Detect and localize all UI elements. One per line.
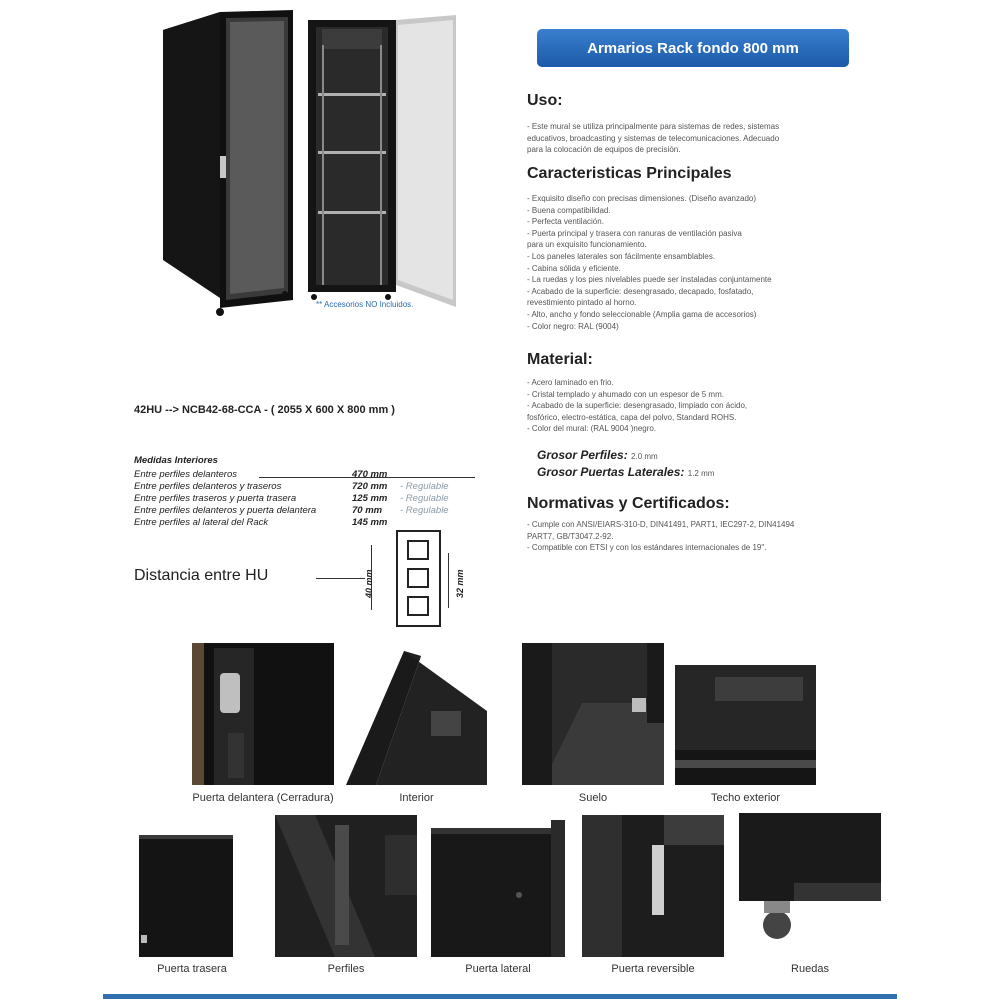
grosor-puertas: [537, 465, 714, 479]
hu-unit: [407, 596, 429, 616]
medida-label: Entre perfiles traseros y puerta trasera: [134, 493, 297, 504]
material-heading: Material:: [527, 351, 593, 368]
grosor-puertas-value: 1.2 mm: [687, 469, 715, 478]
grosor-perfiles-label: Grosor Perfiles:: [537, 448, 628, 462]
photo-interior: [346, 651, 487, 785]
list-item: revestimiento pintado al horno.: [527, 298, 637, 308]
medidas-title: Medidas Interiores: [134, 455, 218, 466]
grosor-puertas-label: Grosor Puertas Laterales:: [537, 465, 685, 479]
list-item: - Cabina sólida y eficiente.: [527, 263, 621, 273]
medida-note: - Regulable: [400, 505, 449, 516]
list-item: - La ruedas y los pies nivelables puede ser instaladas conjuntamente: [527, 275, 772, 285]
medida-note: - Regulable: [400, 481, 449, 492]
caption-suelo: Suelo: [578, 792, 608, 804]
list-item: - Buena compatibilidad.: [527, 205, 611, 215]
list-item: - Perfecta ventilación.: [527, 217, 604, 227]
uso-heading: Uso:: [527, 92, 563, 109]
hu-dimension-line-right: [448, 553, 449, 608]
medida-label: Entre perfiles delanteros y puerta delantera: [134, 505, 317, 516]
caption-perfiles: Perfiles: [327, 963, 365, 975]
accessories-note: ** Accesorios NO Incluidos.: [316, 300, 414, 309]
list-item: - Color negro: RAL (9004): [527, 321, 619, 331]
photo-puerta-reversible: [582, 815, 724, 957]
caracteristicas-heading: Caracteristicas Principales: [527, 165, 732, 182]
footer-rule: [103, 994, 897, 999]
list-item: - Acabado de la superficie: desengrasado, decapado, fosfatado,: [527, 286, 754, 296]
text-line: educativos, broadcasting y sistemas de telecomunicaciones. Adecuado: [527, 133, 780, 143]
page-title-banner: Armarios Rack fondo 800 mm: [537, 29, 849, 67]
list-item: - Puerta principal y trasera con ranuras de ventilación pasiva: [527, 228, 742, 238]
photo-perfiles: [275, 815, 417, 957]
list-item: - Acabado de la superficie: desengrasado, limpiado con ácido,: [527, 401, 748, 411]
medida-label: Entre perfiles al lateral del Rack: [134, 517, 269, 528]
text-line: - Este mural se utiliza principalmente para sistemas de redes, sistemas: [527, 122, 780, 131]
model-spec: 42HU --> NCB42-68-CCA - ( 2055 X 600 X 800 mm ): [134, 404, 395, 416]
medida-value: 145 mm: [352, 517, 388, 528]
caption-ruedas: Ruedas: [791, 963, 829, 975]
hu-diagram: [396, 530, 441, 627]
hu-leader-line: [316, 578, 365, 579]
hu-dimension-32: 32 mm: [455, 569, 465, 598]
list-item: - Compatible con ETSI y con los estándares internacionales de 19".: [527, 543, 767, 553]
list-item: fosfórico, electro-estática, capa del polvo, Standard ROHS.: [527, 412, 737, 422]
list-item: PART7, GB/T3047.2-92.: [527, 531, 614, 541]
hu-distance-label: Distancia entre HU: [134, 567, 269, 584]
medida-value: 125 mm: [352, 493, 388, 504]
caption-techo-exterior: Techo exterior: [710, 792, 781, 804]
rack-closed-image: [160, 8, 295, 318]
list-item: - Color del mural: (RAL 9004 )negro.: [527, 424, 657, 434]
list-item: - Los paneles laterales son fácilmente ensamblables.: [527, 251, 716, 261]
photo-suelo: [522, 643, 664, 785]
normativas-heading: Normativas y Certificados:: [527, 495, 730, 512]
photo-ruedas: [739, 813, 881, 955]
photo-techo-exterior: [675, 665, 816, 785]
text-line: para la colocación de equipos de precisión.: [527, 145, 681, 155]
hu-unit: [407, 540, 429, 560]
list-item: - Exquisito diseño con precisas dimensiones. (Diseño avanzado): [527, 194, 757, 203]
caption-puerta-lateral: Puerta lateral: [465, 963, 531, 975]
medida-value: 720 mm: [352, 481, 388, 492]
caption-puerta-delantera: Puerta delantera (Cerradura): [192, 792, 334, 804]
normativas-list: [527, 519, 827, 554]
caption-puerta-trasera: Puerta trasera: [157, 963, 227, 975]
caption-interior: Interior: [399, 792, 434, 804]
list-item: - Cristal templado y ahumado con un espesor de 5 mm.: [527, 389, 724, 399]
photo-puerta-trasera: [139, 835, 233, 957]
medida-label: Entre perfiles delanteros: [134, 469, 237, 480]
medida-value: 470 mm: [352, 469, 388, 480]
list-item: - Acero laminado en frio.: [527, 378, 614, 387]
medida-label: Entre perfiles delanteros y traseros: [134, 481, 282, 492]
photo-puerta-lateral: [431, 820, 565, 957]
grosor-perfiles: [537, 448, 658, 462]
material-list: [527, 377, 827, 435]
list-item: para un exquisito funcionamiento.: [527, 240, 647, 250]
list-item: - Cumple con ANSI/EIARS-310-D, DIN41491, PART1, IEC297-2, DIN41494: [527, 520, 795, 529]
grosor-perfiles-value: 2.0 mm: [631, 452, 658, 461]
caption-puerta-reversible: Puerta reversible: [611, 963, 695, 975]
hu-dimension-40: 40 mm: [364, 569, 374, 598]
rack-open-image: [308, 15, 458, 310]
photo-puerta-delantera: [192, 643, 334, 785]
caracteristicas-list: [527, 193, 827, 332]
uso-text: [527, 121, 827, 156]
list-item: - Alto, ancho y fondo seleccionable (Amplia gama de accesorios): [527, 309, 757, 319]
medida-note: - Regulable: [400, 493, 449, 504]
medida-value: 70 mm: [352, 505, 383, 516]
hu-unit: [407, 568, 429, 588]
